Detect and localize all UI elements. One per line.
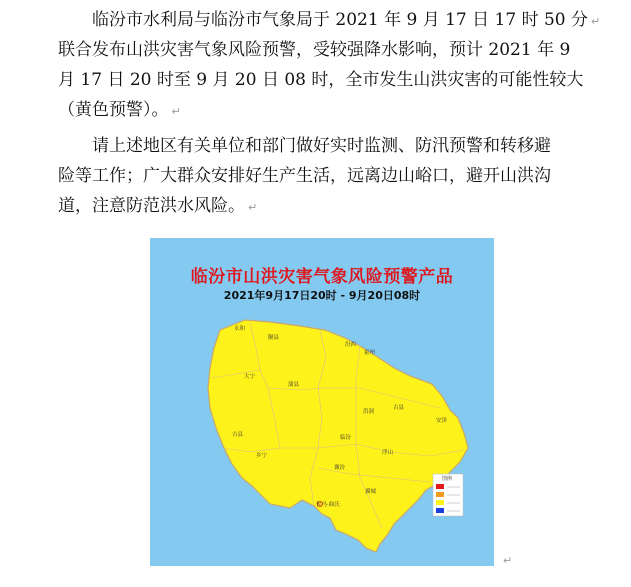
legend-swatch-orange (436, 492, 444, 497)
legend-swatch-red (436, 484, 444, 489)
map-subtitle: 2021年9月17日20时 - 9月20日08时 (223, 289, 421, 302)
paragraph-line: 险等工作；广大群众安排好生产生活，远离边山峪口，避开山洪沟 (58, 166, 551, 186)
county-label: 古县 (393, 405, 405, 411)
legend-swatch-blue (436, 508, 444, 513)
legend-title: 图例 (442, 476, 453, 482)
county-label: 乡宁 (256, 453, 268, 459)
county-label: 安泽 (436, 418, 448, 424)
paragraph-line: 请上述地区有关单位和部门做好实时监测、防汛预警和转移避 (92, 136, 551, 156)
county-label: 临汾 (340, 435, 352, 441)
county-label: 大宁 (244, 374, 256, 380)
paragraph-line: 临汾市水利局与临汾市气象局于 2021 年 9 月 17 日 17 时 50 分 ↵ (92, 10, 601, 30)
county-label: 隰县 (268, 335, 280, 341)
county-label: 霍州 (364, 350, 376, 356)
county-label: 浮山 (382, 450, 394, 456)
return-mark-icon: ↵ (248, 201, 258, 214)
legend-swatch-yellow (436, 500, 444, 505)
return-mark-icon: ↵ (591, 15, 601, 28)
county-label: 襄汾 (334, 465, 346, 471)
county-label: 汾西 (345, 342, 357, 348)
paragraph-line: 道，注意防范洪水风险。 ↵ (58, 196, 258, 216)
paragraph-line: （黄色预警）。 ↵ (58, 100, 181, 120)
county-label: 洪洞 (363, 409, 375, 415)
county-label: 翼城 (365, 489, 377, 495)
map-legend (433, 474, 463, 516)
return-mark-icon: ↵ (171, 105, 181, 118)
linfen-region-shape (208, 320, 468, 552)
return-mark-icon: ↵ (503, 554, 513, 567)
paragraph-line: 联合发布山洪灾害气象风险预警，受较强降水影响，预计 2021 年 9 (58, 40, 571, 60)
map-title: 临汾市山洪灾害气象风险预警产品 (190, 267, 454, 287)
paragraph-2 (58, 131, 602, 221)
paragraph-line: 月 17 日 20 时至 9 月 20 日 08 时，全市发生山洪灾害的可能性较大 (58, 70, 584, 90)
county-label: 永和 (234, 326, 246, 332)
warning-map-image (150, 238, 494, 566)
paragraph-1 (58, 5, 602, 125)
county-label: 蒲县 (288, 382, 300, 388)
county-label: 侯马·曲沃 (316, 502, 340, 508)
county-label: 吉县 (232, 432, 244, 438)
